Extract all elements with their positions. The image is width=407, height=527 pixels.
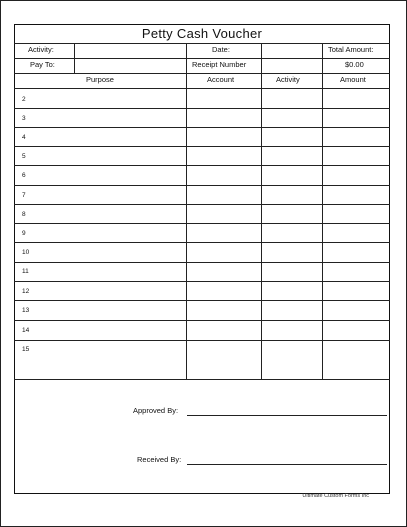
activity-label: Activity: xyxy=(28,45,54,54)
table-row-line xyxy=(14,281,390,282)
table-row-line xyxy=(14,320,390,321)
table-row-line xyxy=(14,127,390,128)
header-bottom-divider xyxy=(14,73,390,74)
row-number: 11 xyxy=(22,268,29,275)
pay-to-label: Pay To: xyxy=(30,60,55,69)
column-header-amount: Amount xyxy=(340,75,366,84)
received-by-line[interactable] xyxy=(187,464,387,465)
header-row2-divider-3 xyxy=(261,58,262,73)
table-row-line xyxy=(14,340,390,341)
table-row-line xyxy=(14,108,390,109)
footer-credit: Ultimate Custom Forms Inc xyxy=(302,493,369,499)
header-row1-divider-4 xyxy=(322,43,323,58)
header-middle-divider xyxy=(14,58,390,59)
row-number: 4 xyxy=(22,134,26,141)
header-row2-divider-4 xyxy=(322,58,323,73)
header-row2-divider-1 xyxy=(74,58,75,73)
form-title: Petty Cash Voucher xyxy=(141,26,263,41)
total-amount-value: $0.00 xyxy=(345,60,364,69)
header-row1-divider-2 xyxy=(186,43,187,58)
table-row-line xyxy=(14,185,390,186)
petty-cash-voucher-form xyxy=(14,24,390,494)
approved-by-label: Approved By: xyxy=(133,406,179,415)
row-number: 3 xyxy=(22,115,26,122)
table-row-line xyxy=(14,146,390,147)
table-row-line xyxy=(14,223,390,224)
table-column-divider-3 xyxy=(322,73,323,379)
date-label: Date: xyxy=(212,45,230,54)
row-number: 6 xyxy=(22,172,26,179)
table-row-line xyxy=(14,242,390,243)
header-row1-divider-1 xyxy=(74,43,75,58)
receipt-number-label: Receipt Number xyxy=(192,60,247,69)
table-row-line xyxy=(14,300,390,301)
approved-by-line[interactable] xyxy=(187,415,387,416)
row-number: 12 xyxy=(22,288,30,295)
header-top-divider xyxy=(14,43,390,44)
row-number: 9 xyxy=(22,230,26,237)
row-number: 13 xyxy=(22,307,30,314)
row-number: 5 xyxy=(22,153,26,160)
table-column-divider-1 xyxy=(186,73,187,379)
row-number: 14 xyxy=(22,327,30,334)
table-row-line xyxy=(14,165,390,166)
row-number: 8 xyxy=(22,211,26,218)
table-row-line xyxy=(14,262,390,263)
row-number: 10 xyxy=(22,249,30,256)
header-row1-divider-3 xyxy=(261,43,262,58)
table-row-line xyxy=(14,204,390,205)
table-column-divider-2 xyxy=(261,73,262,379)
row-number: 2 xyxy=(22,96,26,103)
total-amount-label: Total Amount: xyxy=(328,45,374,54)
column-header-account: Account xyxy=(207,75,235,84)
column-header-purpose: Purpose xyxy=(86,75,114,84)
column-header-activity: Activity xyxy=(276,75,300,84)
row-number: 15 xyxy=(22,346,30,353)
header-row2-divider-2 xyxy=(186,58,187,73)
column-header-divider xyxy=(14,88,390,89)
table-bottom-line xyxy=(14,379,390,380)
received-by-label: Received By: xyxy=(137,455,182,464)
row-number: 7 xyxy=(22,192,26,199)
